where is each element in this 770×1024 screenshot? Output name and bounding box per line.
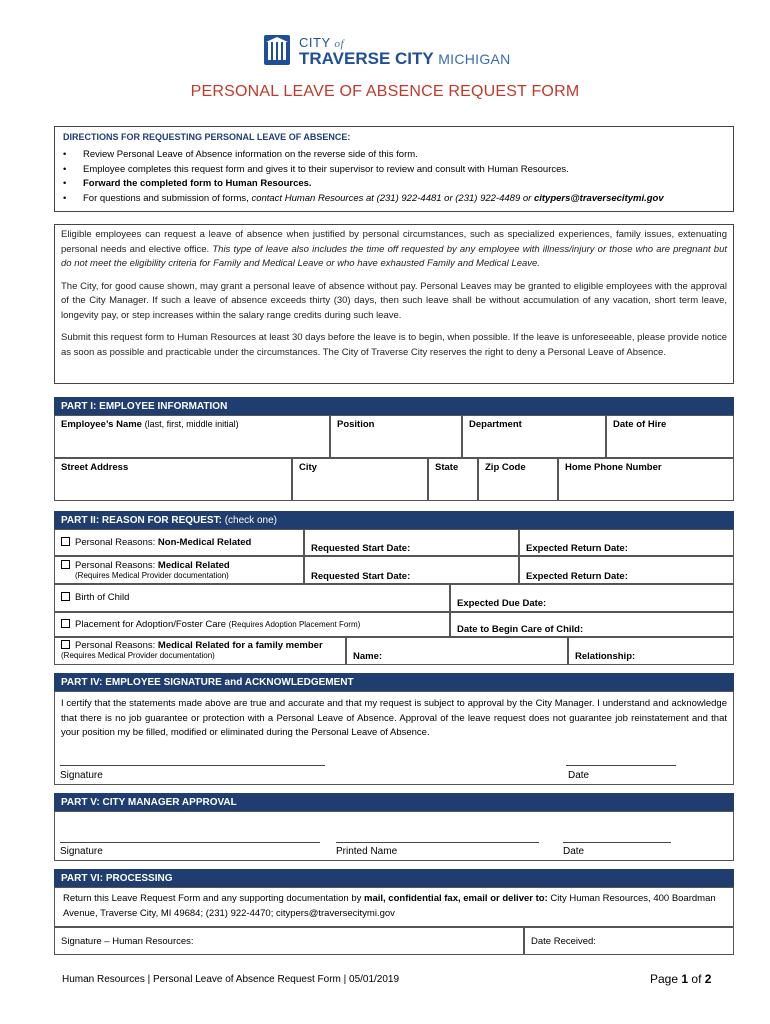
list-item: • Forward the completed form to Human Resources. xyxy=(63,178,312,189)
position-field[interactable]: Position xyxy=(330,415,462,458)
acknowledgement-text: I certify that the statements made above are true and accurate and that my request is subject to approval by the City Manager. I understand and acknowledge that there is no job guarantee or protection with a Personal Leave of Absence. Approval of the leave request does not guarantee job reinstatement and that your position my be filled, modified or eliminated during the Personal Leave of Absence. xyxy=(61,698,727,738)
birth-of-child-option[interactable]: Birth of Child xyxy=(54,584,450,612)
part5-header: PART V: CITY MANAGER APPROVAL xyxy=(54,793,734,811)
city-field[interactable]: City xyxy=(292,458,428,501)
manager-date-label: Date xyxy=(563,846,585,857)
logo-city-text: CITY of xyxy=(299,35,345,50)
department-field[interactable]: Department xyxy=(462,415,606,458)
date-received-field[interactable]: Date Received: xyxy=(524,927,734,955)
state-field[interactable]: State xyxy=(428,458,478,501)
footer-text: Human Resources | Personal Leave of Absence Request Form | 05/01/2019 xyxy=(62,974,400,985)
directions-list xyxy=(63,148,725,206)
manager-printed-name-line[interactable] xyxy=(336,842,539,843)
directions-heading: DIRECTIONS FOR REQUESTING PERSONAL LEAVE OF ABSENCE: xyxy=(63,132,351,142)
processing-instructions: Return this Leave Request Form and any supporting documentation by mail, confidential fax, email or deliver to: City Human Resources, 400 Boardman Avenue, Traverse City, MI 49684; (231) 922-4470; citypers@traversecitymi.gov xyxy=(54,887,734,927)
checkbox[interactable] xyxy=(61,592,70,601)
part4-header: PART IV: EMPLOYEE SIGNATURE and ACKNOWLEDGEMENT xyxy=(54,673,734,691)
checkbox[interactable] xyxy=(61,537,70,546)
employee-name-field[interactable]: Employee’s Name (last, first, middle initial) xyxy=(54,415,330,458)
employee-date-line[interactable] xyxy=(566,765,676,766)
home-phone-field[interactable]: Home Phone Number xyxy=(558,458,734,501)
checkbox[interactable] xyxy=(61,619,70,628)
medical-start-date-field[interactable]: Requested Start Date: xyxy=(304,556,519,584)
non-medical-option[interactable]: Personal Reasons: Non-Medical Related xyxy=(54,529,304,556)
policy-info-box xyxy=(54,224,734,384)
directions-box xyxy=(54,126,734,212)
part1-header: PART I: EMPLOYEE INFORMATION xyxy=(54,397,734,415)
non-medical-start-date-field[interactable]: Requested Start Date: xyxy=(304,529,519,556)
manager-date-line[interactable] xyxy=(563,842,671,843)
hr-signature-field[interactable]: Signature – Human Resources: xyxy=(54,927,524,955)
page-number: Page 1 of 2 xyxy=(650,972,712,986)
employee-signature-label: Signature xyxy=(60,770,103,781)
acknowledgement-box xyxy=(54,691,734,785)
employee-date-label: Date xyxy=(568,770,590,781)
list-item: • For questions and submission of forms, contact Human Resources at (231) 922-4481 or (231) 922-4489 or citypers@traversecitymi.gov xyxy=(63,192,664,204)
policy-paragraph: The City, for good cause shown, may grant a personal leave of absence without pay. Personal Leaves may be granted to eligible employees with the approval of the City Manager. If such a leave of absence exceeds thirty (30) days, then such leave shall be without accumulation of any vacation, short term leave, longevity pay, or step increases within the salary range credits during such leave. xyxy=(61,280,727,321)
manager-signature-line[interactable] xyxy=(60,842,320,843)
begin-care-date-field[interactable]: Date to Begin Care of Child: xyxy=(450,612,734,637)
employee-signature-line[interactable] xyxy=(60,765,325,766)
date-of-hire-field[interactable]: Date of Hire xyxy=(606,415,734,458)
family-member-option[interactable]: Personal Reasons: Medical Related for a family member (Requires Medical Provider documentation) xyxy=(54,637,346,665)
street-address-field[interactable]: Street Address xyxy=(54,458,292,501)
medical-return-date-field[interactable]: Expected Return Date: xyxy=(519,556,734,584)
logo-name: TRAVERSE CITY MICHIGAN xyxy=(299,49,511,68)
part2-header: PART II: REASON FOR REQUEST: (check one) xyxy=(54,511,734,529)
relationship-field[interactable]: Relationship: xyxy=(568,637,734,665)
checkbox[interactable] xyxy=(61,560,70,569)
non-medical-return-date-field[interactable]: Expected Return Date: xyxy=(519,529,734,556)
manager-signature-label: Signature xyxy=(60,846,103,857)
placement-option[interactable]: Placement for Adoption/Foster Care (Requires Adoption Placement Form) xyxy=(54,612,450,637)
page-title: PERSONAL LEAVE OF ABSENCE REQUEST FORM xyxy=(190,83,580,100)
medical-option[interactable]: Personal Reasons: Medical Related (Requires Medical Provider documentation) xyxy=(54,556,304,584)
checkbox[interactable] xyxy=(61,640,70,649)
manager-printed-name-label: Printed Name xyxy=(336,846,398,857)
policy-paragraph: Submit this request form to Human Resources at least 30 days before the leave is to begin, when possible. If the leave is unforeseeable, please provide notice as soon as possible and practicable under the circumstances. The City of Traverse City reserves the right to deny a Personal Leave of Absence. xyxy=(61,332,727,358)
city-logo xyxy=(263,32,543,72)
zip-code-field[interactable]: Zip Code xyxy=(478,458,558,501)
policy-paragraph: Eligible employees can request a leave of absence when justified by personal circumstances, such as specialized experiences, family issues, extenuating personal needs and elective office. This type of leave also includes the time off requested by any employee with illness/injury or those who are pregnant but do not meet the eligibility criteria for Family and Medical Leave or who have exhausted Family and Medical Leave. xyxy=(61,229,728,269)
city-emblem-icon xyxy=(263,34,291,66)
family-member-name-field[interactable]: Name: xyxy=(346,637,568,665)
part6-header: PART VI: PROCESSING xyxy=(54,869,734,887)
list-item: • Employee completes this request form and gives it to their supervisor to review and consult with Human Resources. xyxy=(63,163,569,175)
list-item: • Review Personal Leave of Absence information on the reverse side of this form. xyxy=(63,149,418,160)
expected-due-date-field[interactable]: Expected Due Date: xyxy=(450,584,734,612)
